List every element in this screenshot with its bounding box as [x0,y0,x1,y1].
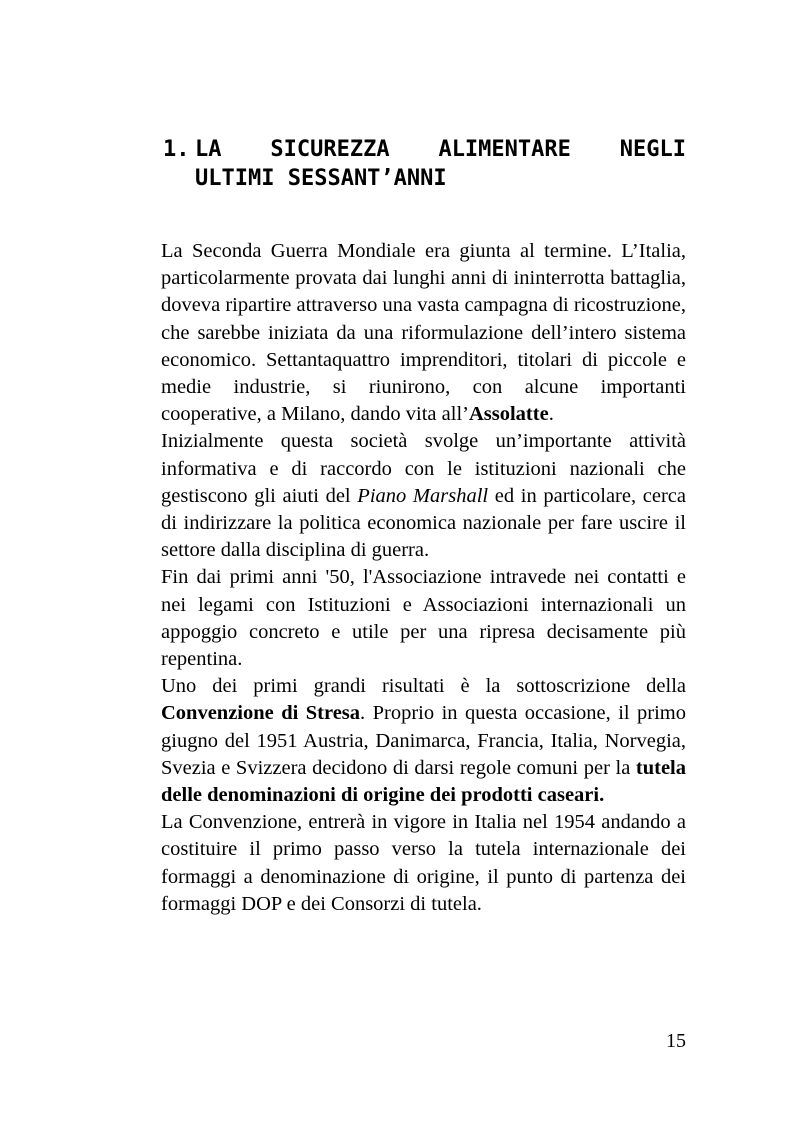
paragraph-1-text: La Seconda Guerra Mondiale era giunta al termine. L’Italia, particolarmente provata dai lunghi anni di ininterrotta battaglia, doveva ripartire attraverso una vasta campagna di ricostruzione, che sarebbe iniziata da una riformulazione dell’intero sistema economico. Settantaquattro imprenditori, titolari di piccole e medie industrie, si riunirono, con alcune importanti cooperative, a Milano, dando vita all’ [161,240,686,426]
paragraph-2-end: ed in particolare, cerca di indirizzare la politica economica nazionale per fare uscire il settore dalla disciplina di guerra. [161,484,686,562]
assolatte-term: Assolatte [468,403,549,426]
chapter-heading [163,135,686,193]
chapter-title [195,135,686,193]
paragraph-3 [161,564,686,673]
body-text [161,238,686,918]
paragraph-5 [161,809,686,918]
paragraph-1 [161,238,686,428]
page-number: 15 [666,1030,686,1052]
paragraph-5-text: La Convenzione, entrerà in vigore in Italia nel 1954 andando a costituire il primo passo verso la tutela internazionale dei formaggi a denominazione di origine, il punto di partenza dei formaggi DOP e dei Consorzi di tutela. [161,811,686,915]
tutela-denominazioni-term: tutela delle denominazioni di origine dei prodotti caseari. [161,756,686,807]
paragraph-4 [161,673,686,809]
chapter-title-line-2: ULTIMI SESSANT’ANNI [195,166,447,191]
chapter-number: 1. [163,137,190,162]
paragraph-1-end: . [548,403,554,426]
chapter-title-line-1: LA SICUREZZA ALIMENTARE NEGLI [195,137,686,162]
paragraph-2-text: Inizialmente questa società svolge un’importante attività informativa e di raccordo con le istituzioni nazionali che gestiscono gli aiuti del [161,430,686,507]
paragraph-3-text: Fin dai primi anni '50, l'Associazione intravede nei contatti e nei legami con Istituzioni e Associazioni internazionali un appoggio concreto e utile per una ripresa decisamente più repentina. [161,566,686,671]
convenzione-stresa-term: Convenzione di Stresa [161,702,361,725]
paragraph-4-middle: . Proprio in questa occasione, il primo giugno del 1951 Austria, Danimarca, Francia, Italia, Norvegia, Svezia e Svizzera decidono di darsi regole comuni per la [161,702,686,779]
paragraph-2 [161,428,686,564]
piano-marshall-term: Piano Marshall [357,484,489,507]
paragraph-4-text: Uno dei primi grandi risultati è la sottoscrizione della [161,675,686,698]
